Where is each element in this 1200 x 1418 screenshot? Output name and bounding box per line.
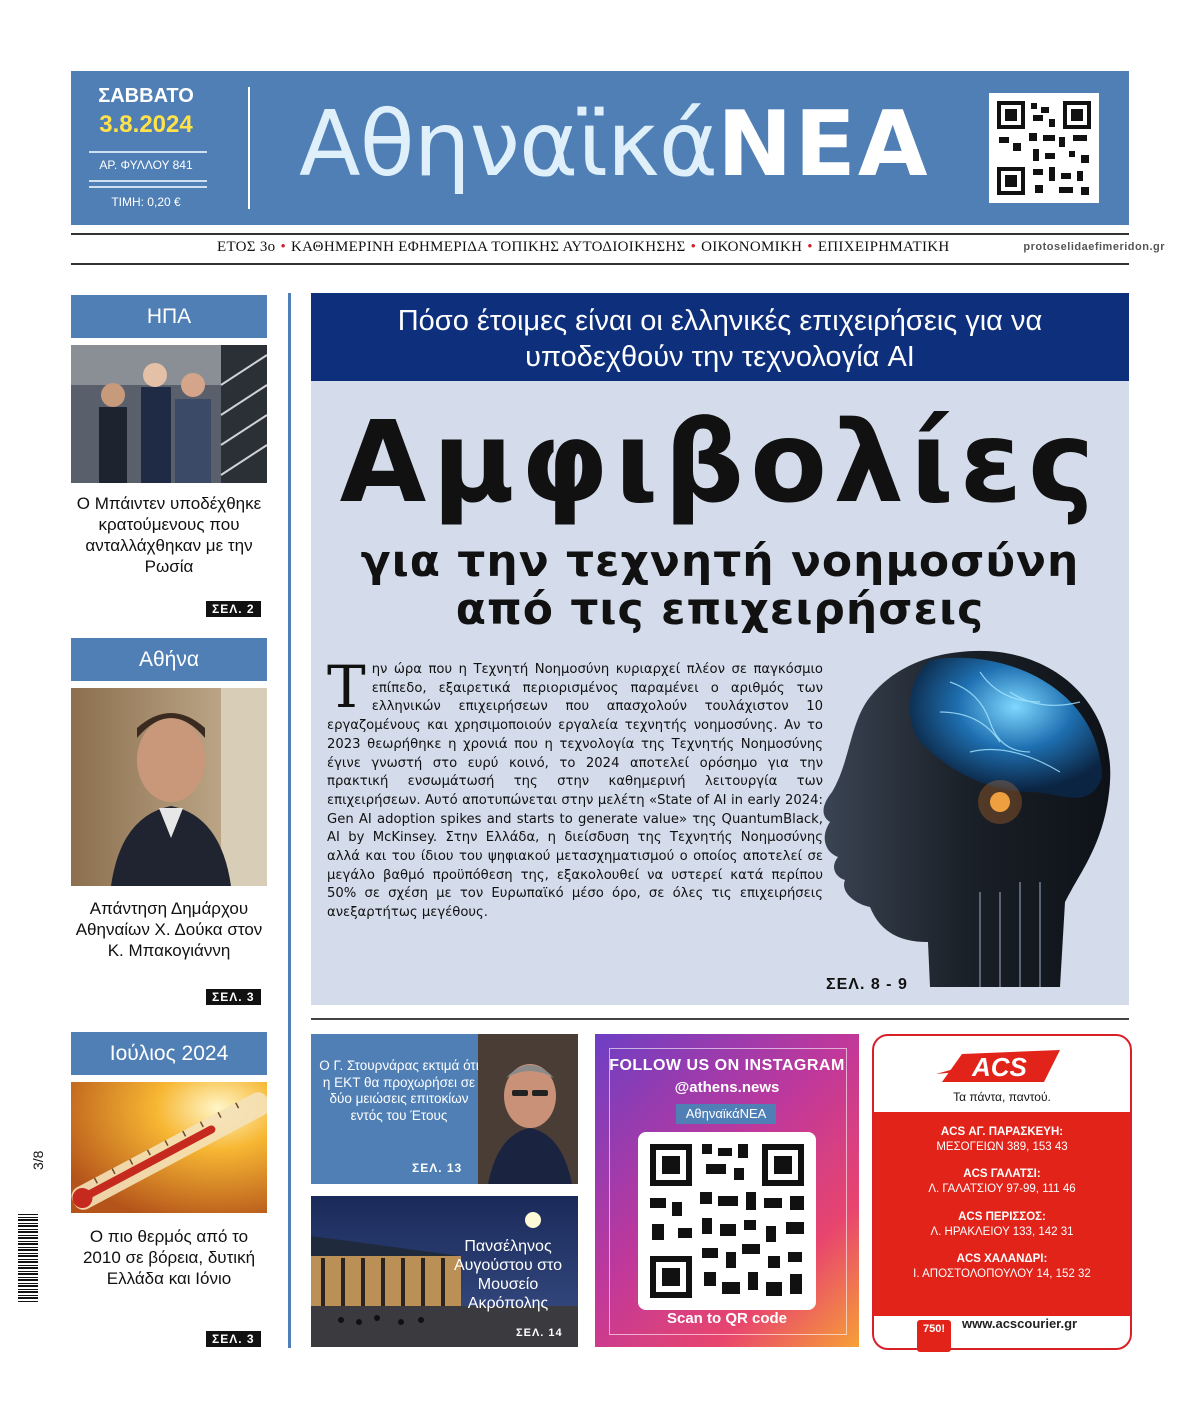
acs-store-address: ΜΕΣΟΓΕΙΩΝ 389, 153 43 [936,1141,1068,1153]
masthead [71,71,1129,225]
divider-line [89,151,207,153]
kicker-text: Πόσο έτοιμες είναι οι ελληνικές επιχειρήσεις για να υποδεχθούν την τεχνολογία AI [397,305,1043,373]
acs-store-name: ACS ΧΑΛΑΝΔΡΙ: [956,1253,1048,1265]
thermometer-photo[interactable] [71,1082,267,1213]
acropolis-moon-text: Πανσέληνος Αυγούστου στο Μουσείο Ακρόπολης [454,1238,562,1312]
stournaras-text: Ο Γ. Στουρνάρας εκτιμά ότι η ΕΚΤ θα προχωρήσει σε δύο μειώσεις επιτοκίων εντός του Έτους [319,1058,479,1123]
tagline: ΕΤΟΣ 3ο • ΚΑΘΗΜΕΡΙΝΗ ΕΦΗΜΕΡΙΔΑ ΤΟΠΙΚΗΣ ΑΥΤΟΔΙΟΙΚΗΣΗΣ • ΟΙΚΟΝΟΜΙΚΗ • ΕΠΙΧΕΙΡΗΜΑΤΙΚΗ protoselidaefimeridon.gr [217,239,1165,255]
source-site[interactable]: protoselidaefimeridon.gr [1023,241,1165,253]
body-text: ην ώρα που η Τεχνητή Νοημοσύνη κυριαρχεί πλέον σε παγκόσμιο επίπεδο, εξαιρετικά περιορισμένος παραμένει ο αριθμός των ελληνικών επιχειρήσεων που απασχολούν τουλάχιστον 10 εργαζομένους και χρησιμοποιούν εργαλεία τεχνητής νοημοσύνης. Αν το 2023 θεωρήθηκε η χρονιά που η τεχνολογία της Τεχνητής Νοημοσύνης έγινε γνωστή στο ευρύ κοινό, το 2024 αποτελεί ορόσημο για την πρακτική ενσωμάτωσή της στην καθημερινή λειτουργία των επιχειρήσεων. Αυτό αποτυπώνεται στην μελέτη «State of AI in early 2024: Gen AI adoption spikes and starts to generate value» της QuantumBlack, AI by McKinsey. Στην Ελλάδα, η διείσδυση της Τεχνητής Νοημοσύνης αλλά και του ίδιου του ψηφιακού μετασχηματισμού ο οποίος αποτελεί σε μεγάλο βαθμό προϋπόθεση της, εξακολουθεί να υστερεί κατά περίπου 50% σε σχέση με τον Ευρωπαϊκό μέσο όρο, σε όλες τις επιχειρήσεις ανεξαρτήτως μεγέθους. [327,662,823,921]
main-story-kicker[interactable] [311,293,1129,381]
section-header-july[interactable]: Ιούλιος 2024 [71,1032,267,1075]
acs-store-name: ACS ΑΓ. ΠΑΡΑΣΚΕΥΗ: [940,1126,1064,1138]
divider-line [89,180,207,182]
acs-store-name: ACS ΓΑΛΑΤΣΙ: [963,1168,1041,1180]
acs-website-link[interactable]: www.acscourier.gr [962,1316,1078,1331]
qr-code-icon[interactable] [989,93,1099,203]
section-header-usa[interactable]: ΗΠΑ [71,295,267,338]
spine-date: 3/8 [30,1150,46,1170]
tagline-item: ΕΠΙΧΕΙΡΗΜΑΤΙΚΗ [817,239,950,255]
page-reference[interactable]: ΣΕΛ. 3 [206,989,261,1005]
instagram-qr-code-icon[interactable] [638,1132,816,1310]
issue-price: ΤΙΜΗ: 0,20 € [111,195,181,209]
section-header-athens[interactable]: Αθήνα [71,638,267,681]
subhead-line: για την τεχνητή νοημοσύνη [360,536,1080,587]
divider-line [89,186,207,188]
logo-text-light: Αθηναϊκά [299,92,718,197]
acs-store-address: Λ. ΓΑΛΑΤΣΙΟΥ 97-99, 111 46 [928,1183,1076,1195]
barcode-icon [18,1214,38,1302]
story-caption[interactable]: Ο Μπάιντεν υποδέχθηκε κρατούμενους που ανταλλάχθηκαν με την Ρωσία [76,494,262,576]
tagline-item: ΕΤΟΣ 3ο [217,239,276,255]
main-subhead [311,538,1129,634]
newspaper-logo[interactable] [299,85,930,205]
acs-store-address: Ι. ΑΠΟΣΤΟΛΟΠΟΥΛΟΥ 14, 152 32 [913,1268,1091,1280]
masthead-rule-top [71,233,1129,235]
acs-logo[interactable] [932,1046,1072,1088]
instagram-logo: ΑθηναϊκάΝΕΑ [676,1104,776,1124]
dropcap: Τ [327,653,366,721]
instagram-scan-label: Scan to QR code [666,1310,788,1327]
subhead-line: από τις επιχειρήσεις [455,584,985,635]
page-reference[interactable]: ΣΕΛ. 2 [206,601,261,617]
page-reference[interactable]: ΣΕΛ. 13 [412,1161,463,1175]
page-reference[interactable]: ΣΕΛ. 14 [516,1327,563,1339]
issue-date: 3.8.2024 [99,111,193,138]
masthead-divider [248,87,250,209]
masthead-rule-bottom [71,263,1129,265]
issue-number: ΑΡ. ΦΥΛΛΟΥ 841 [99,158,193,172]
biden-photo[interactable] [71,345,267,483]
main-story-body [327,653,823,923]
instagram-handle[interactable]: @athens.news [674,1079,780,1096]
main-headline[interactable]: Αμφιβολίες [339,398,1101,528]
acs-slogan: Τα πάντα, παντού. [953,1090,1051,1104]
instagram-title: FOLLOW US ON INSTAGRAM [609,1057,845,1074]
stournaras-photo [478,1034,578,1184]
acs-750-badge: 750! [917,1320,951,1352]
issue-day: ΣΑΒΒΑΤΟ [98,85,194,107]
story-caption[interactable]: Απάντηση Δημάρχου Αθηναίων Χ. Δούκα στον Κ. Μπακογιάννη [75,899,263,960]
bottom-rule [311,1018,1129,1020]
column-divider [288,293,291,1348]
acs-logo-text: ACS [972,1052,1027,1082]
doukas-photo[interactable] [71,688,267,886]
acs-store-name: ACS ΠΕΡΙΣΣΟΣ: [958,1211,1046,1223]
tagline-item: ΚΑΘΗΜΕΡΙΝΗ ΕΦΗΜΕΡΙΔΑ ΤΟΠΙΚΗΣ ΑΥΤΟΔΙΟΙΚΗΣΗΣ [291,239,686,255]
acs-store-address: Λ. ΗΡΑΚΛΕΙΟΥ 133, 142 31 [930,1226,1074,1238]
main-story-page-ref[interactable]: ΣΕΛ. 8 - 9 [826,976,908,993]
ai-head-image [810,642,1125,987]
tagline-item: ΟΙΚΟΝΟΜΙΚΗ [701,239,803,255]
logo-text-bold: ΝΕΑ [717,92,930,197]
page-reference[interactable]: ΣΕΛ. 3 [206,1331,261,1347]
story-caption[interactable]: Ο πιο θερμός από το 2010 σε βόρεια, δυτική Ελλάδα και Ιόνιο [82,1227,256,1288]
